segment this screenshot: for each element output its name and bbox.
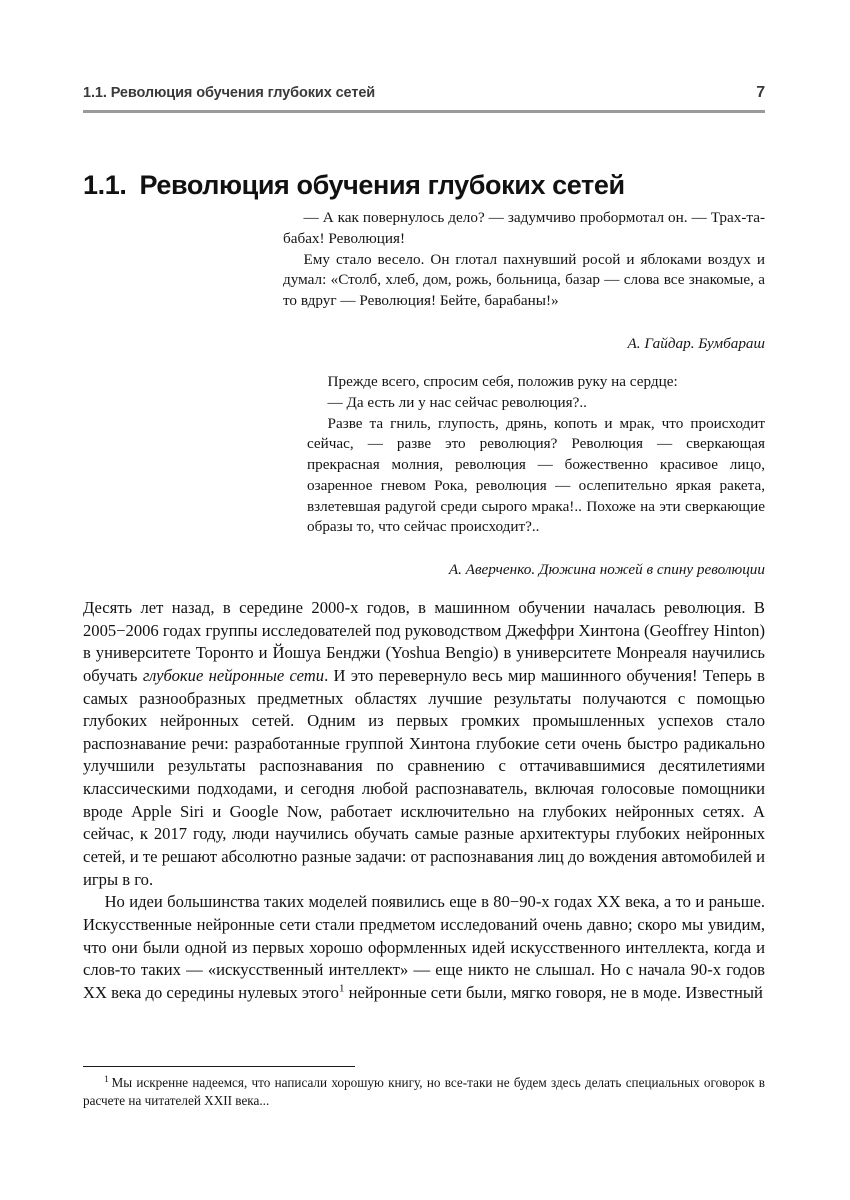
epigraph-paragraph: Ему стало весело. Он глотал пахнувший росой и яблоками воздух и думал: «Столб, хлеб, дом, рожь, больница, базар — слова все знакомые, а то вдруг — Революция! Бейте, барабаны!»	[283, 250, 765, 309]
epigraph-attribution: А. Гайдар. Бумбараш	[627, 334, 765, 352]
body-text-run: Десять лет назад, в середине 2000-х годов, в машинном обучении началась революция. В 2005−2006 годах группы исследователей под руководством Джеффри Хинтона (Geoffrey Hinton) в университете Торонто и Йошуа Бенджи (Yoshua Bengio) в университете Монреаля научились обучать	[83, 598, 765, 685]
footnote-marker: 1	[104, 1074, 109, 1085]
body-text-run: . И это перевернуло весь мир машинного обучения! Теперь в самых разнообразных предметных областях лучшие результаты получаются с помощью глубоких нейронных сетей. Одним из первых громких промышленных успехов стало распознавание речи: разработанные группой Хинтона глубокие сети очень быстро радикально улучшили результаты распознавания по сравнению с оттачивавшимися десятилетиями классическими подходами, и сегодня любой распознаватель, включая голосовые помощники вроде Apple Siri и Google Now, работает исключительно на глубоких нейронных сетях. А сейчас, к 2017 году, люди научились обучать самые разные архитектуры глубоких нейронных сетей, и те решают абсолютно разные задачи: от распознавания лиц до вождения автомобилей и игры в го.	[83, 665, 765, 889]
epigraph-block	[283, 208, 765, 355]
footnote-reference[interactable]: 1	[338, 982, 345, 995]
epigraph-block	[307, 372, 765, 581]
footnote-text: Мы искренне надеемся, что написали хорошую книгу, но все-таки не будем здесь делать специальных оговорок в расчете на читателей XXII века...	[83, 1075, 765, 1108]
epigraph-attribution: А. Аверченко. Дюжина ножей в спину революции	[448, 561, 765, 579]
running-header	[83, 84, 765, 102]
epigraph-paragraph: Прежде всего, спросим себя, положив руку на сердце:	[327, 373, 678, 390]
header-divider	[83, 110, 765, 113]
body-text-run: нейронные сети были, мягко говоря, не в моде. Известный	[344, 982, 763, 1002]
running-header-title: 1.1. Революция обучения глубоких сетей	[83, 85, 376, 101]
footnote-divider	[83, 1066, 355, 1067]
footnote-block	[83, 1074, 765, 1110]
body-text	[83, 597, 765, 1005]
page-number: 7	[756, 84, 765, 101]
section-title: Революция обучения глубоких сетей	[139, 170, 625, 201]
footnote-item	[83, 1074, 765, 1110]
epigraph-paragraph: — А как повернулось дело? — задумчиво пробормотал он. — Трах-та-бабах! Революция!	[283, 209, 765, 247]
body-text-run: Но идеи большинства таких моделей появились еще в 80−90-х годах XX века, а то и раньше. Искусственные нейронные сети стали предметом исследований очень давно; скоро мы увидим, что они были одной из первых хорошо оформленных идей искусственного интеллекта, когда и слов-то таких — «искусственный интеллект» — еще никто не слышал. Но с начала 90-х годов XX века до середины нулевых этого	[83, 892, 765, 1002]
epigraph-paragraph: Разве та гниль, глупость, дрянь, копоть и мрак, что происходит сейчас, — разве это революция? Революция — сверкающая прекрасная молния, революция — божественно красивое лицо, озаренное гневом Рока, революция — ослепительно яркая ракета, взлетевшая радугой среди сырого мрака!.. Похоже на эти сверкающие образы то, что сейчас происходит?..	[307, 414, 765, 536]
epigraph-paragraph: — Да есть ли у нас сейчас революция?..	[327, 393, 587, 411]
section-number: 1.1.	[83, 170, 127, 201]
body-paragraph	[83, 597, 765, 891]
body-emphasis: глубокие нейронные сети	[142, 665, 325, 685]
body-paragraph	[83, 891, 765, 1004]
page-title	[83, 170, 773, 201]
